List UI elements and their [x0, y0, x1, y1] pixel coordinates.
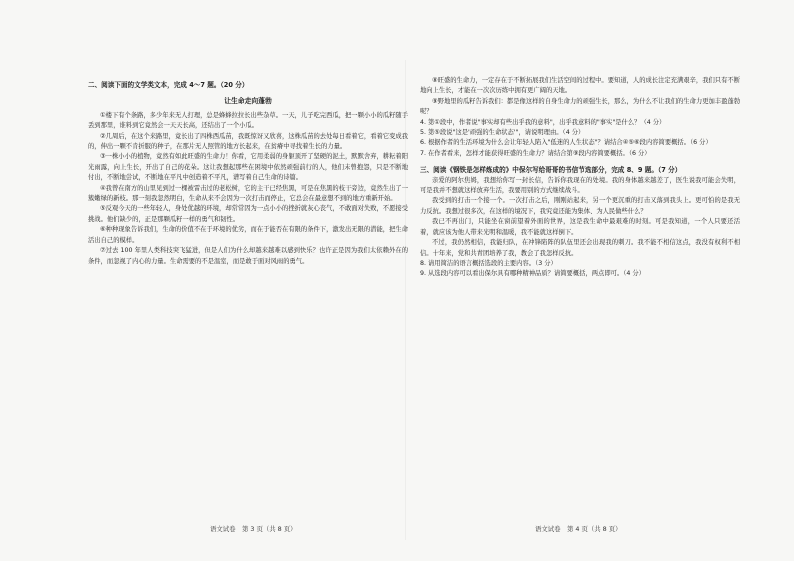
passage-title: 让生命走向蓬勃	[224, 97, 272, 106]
passage-paragraph: ⑤反观今天的一些年轻人，身处优越的环境，却常常因为一点小小的挫折就灰心丧气，不敢面对失败，不愿接受挑战。他们缺少的，正是那颗瓜籽一样的勇气和韧性。	[88, 205, 408, 223]
question-7: 7. 在作者看来，怎样才能获得旺盛的生命力？请结合第⑨段内容简要概括。（6 分）	[420, 149, 651, 157]
letter-paragraph: 不过，我仍然相信，我能归队，在冲锋陷阵的队伍里还会出现我的刺刀。我不能不相信这点，我没有权利不相信。十年来，党和共青团培养了我，教会了我怎样反抗。	[420, 239, 740, 257]
question-6: 6. 根据作者的生活环境为什么会让年轻人陷入"低迷的人生状态"？请结合④⑤⑥段内容简要概括。（6 分）	[420, 139, 712, 147]
section-heading: 二、阅读下面的文学类文本，完成 4～7 题。（20 分）	[88, 81, 249, 89]
letter-paragraph: 亲爱的阿尔焦姆，我想给你写一封长信，告诉你我现在的处境。我的身体越来越差了，医生说我可能会失明，可是我并不想就这样放弃生活，我要用别的方式继续战斗。	[420, 176, 740, 195]
question-8: 8. 请用简洁的语言概括选段的主要内容。（3 分）	[420, 259, 557, 267]
passage-paragraph: ⑦过去 100 年里人类科技突飞猛进，但是人们为什么却越来越难以感到快乐？也许正是因为我们太依赖外在的条件，而忽视了内心的力量。生命需要的不是温室，而是敢于面对风雨的勇气。	[88, 247, 408, 265]
question-4: 4. 第①段中，作者说"事实却有些出乎我的意料"，出乎我意料的"事实"是什么？（4 分）	[420, 118, 666, 126]
left-page	[88, 80, 408, 267]
passage-paragraph: ②几周后，在这个来路里，竟长出了四株西瓜苗，我既惊讶又欣喜，这株瓜苗的去处每日看着它，看着它变成我的，伸出一颗不肯折服的种子，在那片无人照管的地方长起来，在贫瘠中寻找着生长的力量。	[88, 132, 408, 151]
passage-paragraph: ⑥种种现象告诉我们，生命的价值不在于环境的优劣，而在于能否在有限的条件下，激发出无限的潜能，把生命活出自己的模样。	[88, 226, 408, 244]
section-heading: 三、阅读《钢铁是怎样炼成的》中保尔写给哥哥的书信节选部分，完成 8、9 题。（7 分）	[420, 166, 682, 175]
page-footer-left: 语文试卷 第 3 页（共 8 页）	[210, 525, 297, 533]
passage-paragraph: ⑨野地里的瓜籽告诉我们：都是像这样的自身生命力的顽强生长，那么，为什么不让我们的生命力更加丰盈蓬勃呢？	[420, 97, 740, 116]
right-page	[420, 76, 740, 280]
passage-paragraph: ①楼下有个条路，多少年来无人打理，总是蜂蜂拉拉长出些杂草。一天，儿子吃完西瓜，把一颗小小的瓜籽随手丢到那里，谁料到它竟然会一天天长高，还结出了一个小瓜。	[88, 111, 408, 130]
passage-paragraph: ④我曾在南方的山里见到过一棵被雷击过的老松树，它的主干已经焦黑，可是在焦黑的枝干旁边，竟然生出了一簇嫩绿的新枝。那一刻我忽然明白，生命从来不会因为一次打击而停止，它总会在最意想不到的地方重新开始。	[88, 184, 408, 203]
letter-paragraph: 我受到的打击一个接一个。一次打击之后，刚刚站起来，另一个更沉重的打击又落到我头上。更可怕的是我无力反抗。我想过很多次，在这样的境况下，我究竟还能为集体、为人民做些什么？	[420, 197, 740, 215]
question-9: 9. 从选段内容可以看出保尔具有哪种精神品质？请简要概括，两点即可。（4 分）	[420, 270, 645, 278]
question-5: 5. 第⑤段说"这是'顽强的生命状态'"，请说明理由。（4 分）	[420, 129, 585, 137]
page-footer-right: 语文试卷 第 4 页（共 8 页）	[535, 525, 622, 533]
passage-paragraph: ③一株小小的植物，竟然有如此旺盛的生命力！你看，它用柔弱的身躯顶开了坚硬的泥土，默默舍弃，耕耘着阳光雨露，向上生长，开出了自己的花朵。这让我想起那些在困境中依然顽强前行的人，他们未曾抱怨，只是不断地付出，不断地尝试，不断地在平凡中创造着不平凡，谱写着自己生命的诗篇。	[88, 153, 408, 182]
letter-paragraph: 我已不再出门，只能坐在窗前望着外面的世界，这是我生命中最艰难的时刻。可是我知道，一个人只要还活着，就应该为他人带来光明和温暖，我不能就这样倒下。	[420, 218, 740, 236]
passage-paragraph: ⑧旺盛的生命力，一定存在于不断拓展我们生活空间的过程中。要知道，人的成长注定充满艰辛，我们只有不断地向上生长，才能在一次次历练中拥有更广阔的天地。	[420, 77, 740, 95]
